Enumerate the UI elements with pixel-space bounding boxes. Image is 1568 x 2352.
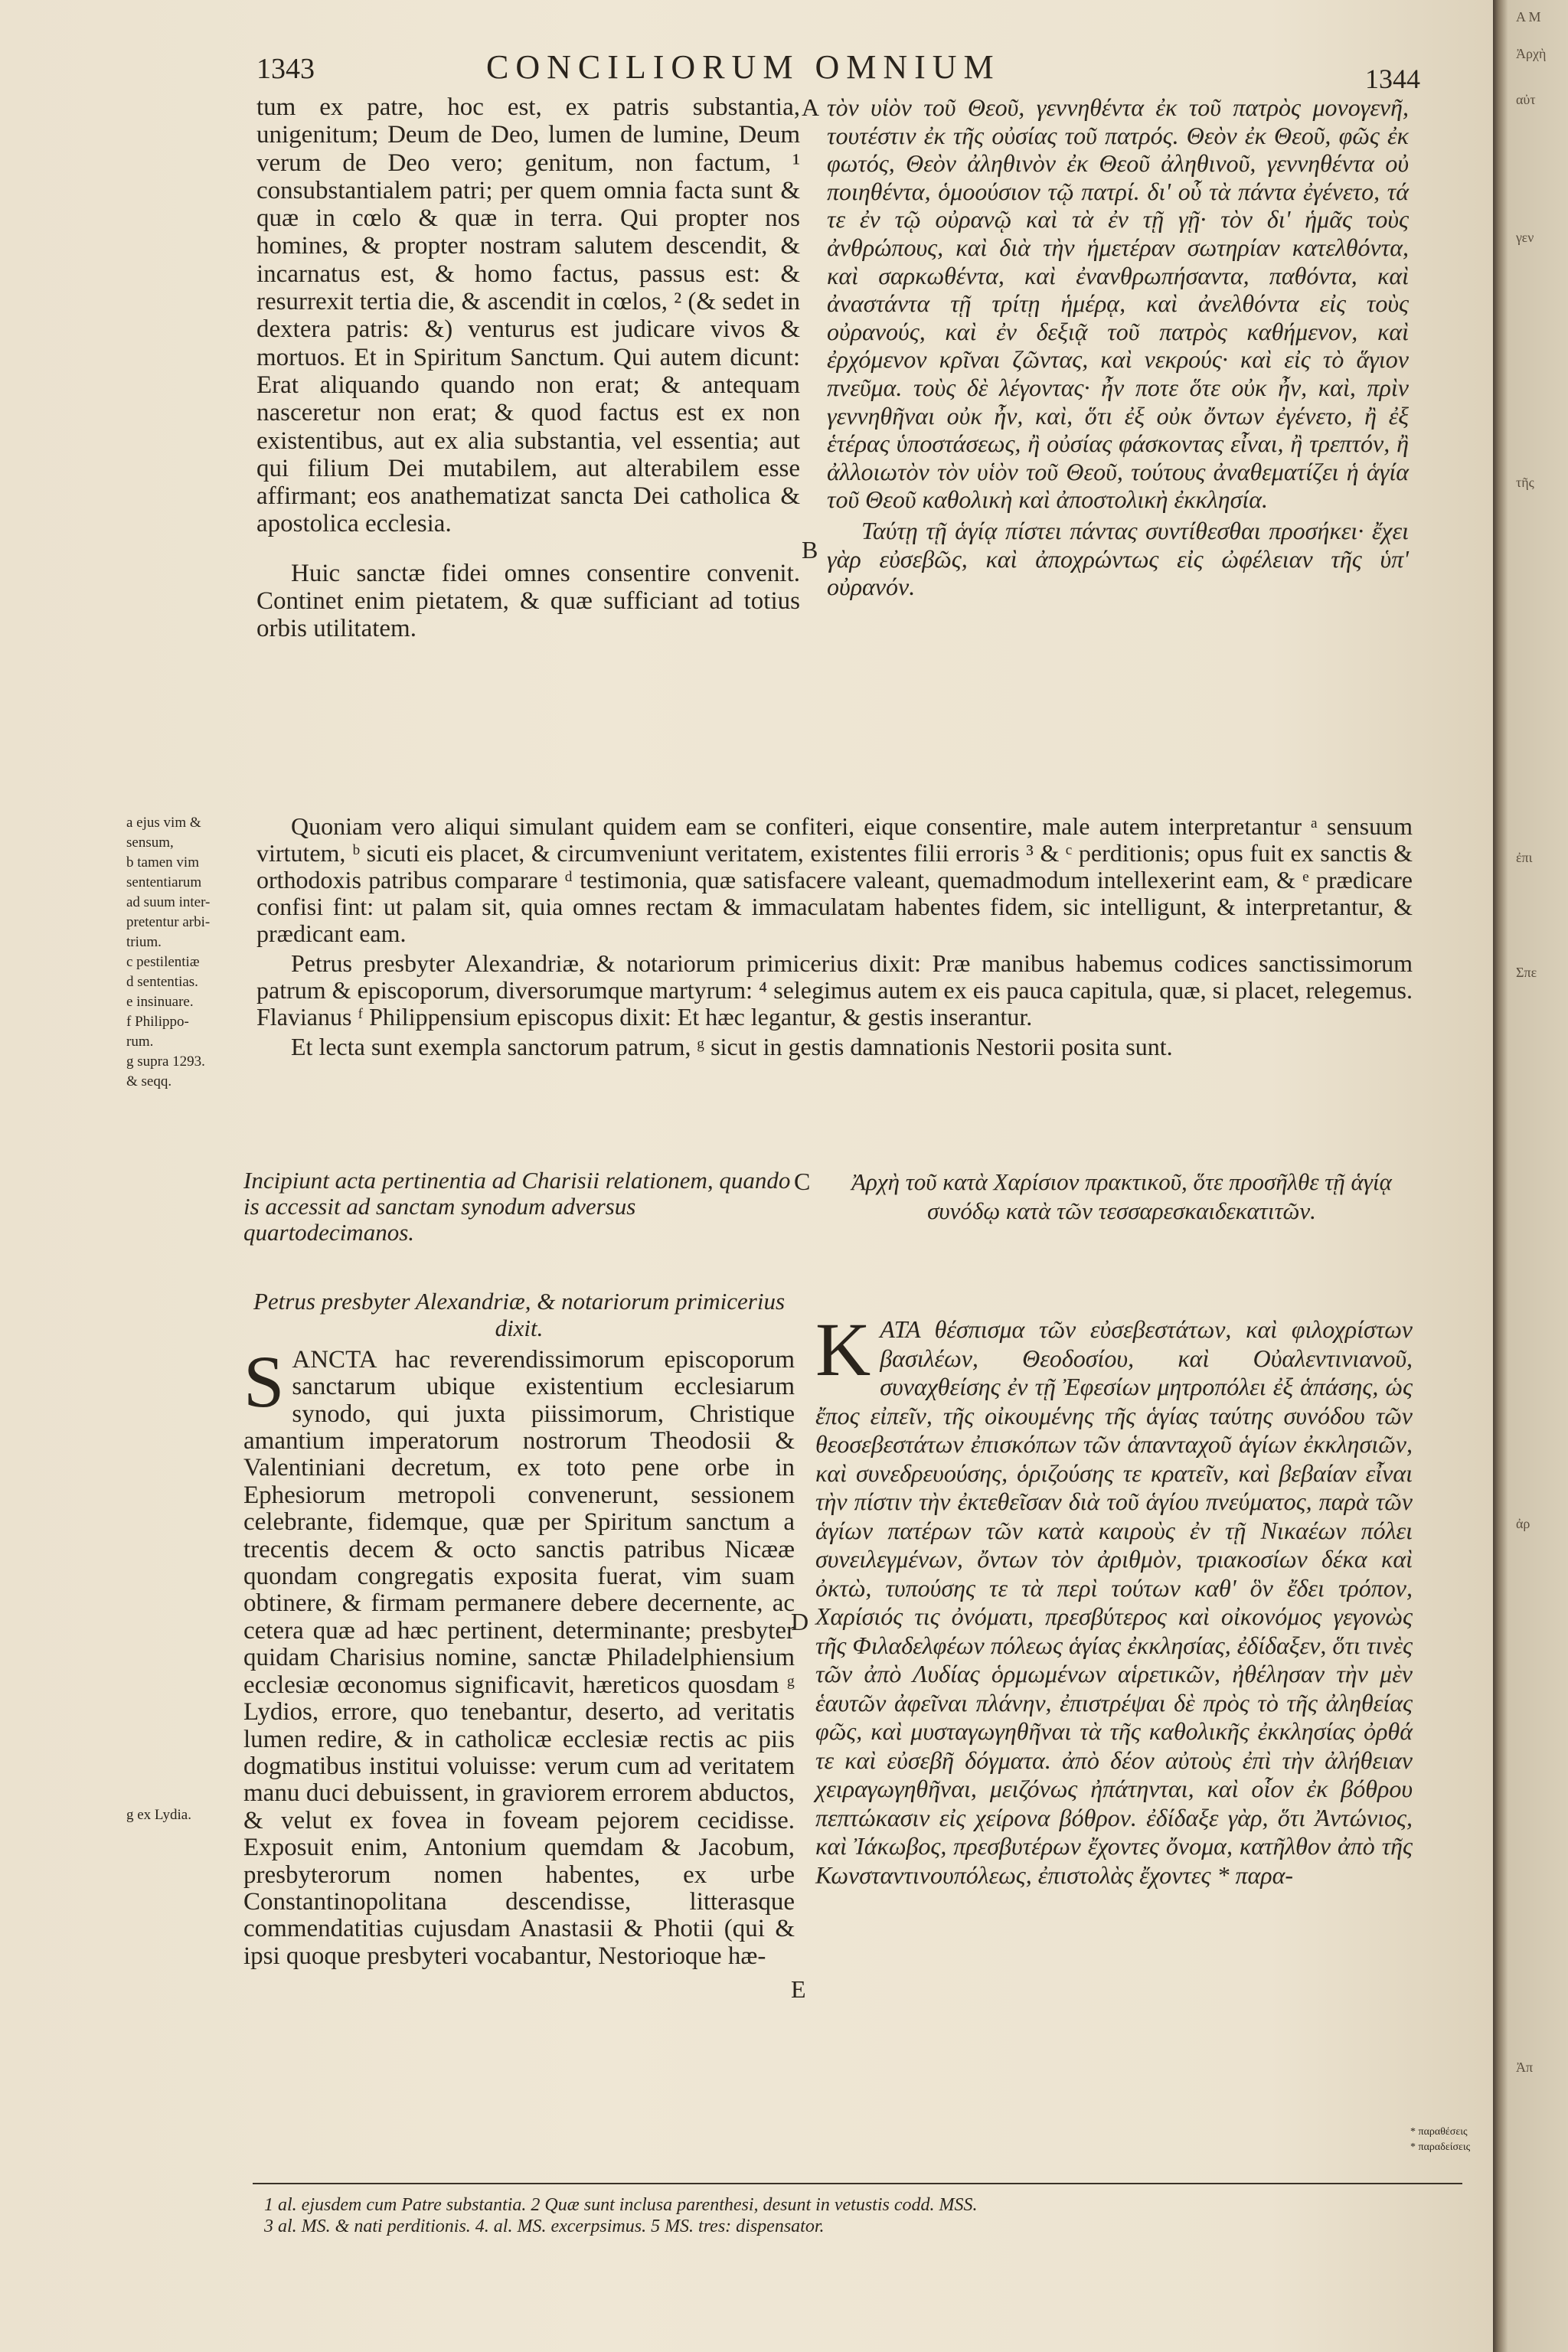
margin-note: a ejus vim & — [126, 815, 201, 831]
margin-note: rum. — [126, 1034, 154, 1050]
greek-column-top — [827, 93, 1409, 601]
latin-column-top — [256, 93, 800, 643]
adjacent-page-text: ἀρ — [1516, 1516, 1530, 1531]
margin-note: ad suum inter- — [126, 894, 211, 910]
adjacent-page-text: τῆς — [1516, 475, 1534, 490]
paragraph-lecta: Et lecta sunt exempla sanctorum patrum, ᵍ sicut in gestis damnationis Nestorii posita sunt. — [291, 1033, 1173, 1060]
paragraph-quoniam: Quoniam vero aliqui simulant quidem eam se confiteri, eique consentire, male autem interpretantur ᵃ sensuum virtutem, ᵇ sicuti eis placet, & circumveniunt veritatem, existentes filii erroris ³ & ᶜ perditionis; opus fuit ex sanctis & orthodoxis patribus comparare ᵈ testimonia, quæ satisfacere valeant, quemadmodum intellexerint eam, & ᵉ prædicare confisi fint: ut palam sit, quia omnes rectam & immaculatam habentes fidem, sic intelligunt, & interpretantur, & prædicant eam. — [256, 812, 1413, 947]
margin-letter-b: B — [802, 536, 818, 564]
margin-note: b tamen vim — [126, 854, 199, 871]
footnote-rule — [253, 2183, 1462, 2184]
margin-note: sententiarum — [126, 874, 202, 890]
latin-speaker: Petrus presbyter Alexandriæ, & notariorum primicerius dixit. — [253, 1288, 786, 1342]
footnote-line: 3 al. MS. & nati perditionis. 4. al. MS. excerpsimus. 5 MS. tres: dispensator. — [264, 2216, 825, 2236]
margin-letter-a: A — [802, 93, 820, 121]
latin-heading — [243, 1168, 802, 1246]
margin-notes — [126, 813, 256, 1092]
margin-note: & seqq. — [126, 1073, 172, 1089]
latin-creed-text: tum ex patre, hoc est, ex patris substantia, unigenitum; Deum de Deo, lumen de lumine, Deum verum de Deo vero; genitum, non factum, ¹ consubstantialem patri; per quem omnia facta sunt & quæ in cœlo & quæ in terra. Qui propter nos homines, & propter nostram salutem descendit, & incarnatus est, & homo factus, passus est: & resurrexit tertia die, & ascendit in cœlos, ² (& sedet in dextera patris: &) venturus est judicare vivos & mortuos. Et in Spiritum Sanctum. Qui autem dicunt: Erat aliquando quando non erat; & antequam nasceretur non erat; & quod factus est ex non existentibus, aut ex alia substantia, vel essentia; aut qui filium Dei mutabilem, aut alterabilem esse affirmant; eos anathematizat sancta Dei catholica & apostolica ecclesia. — [256, 93, 801, 538]
margin-note: e insinuare. — [126, 994, 194, 1010]
adjacent-page-text: Σπε — [1516, 965, 1537, 980]
margin-letter-d: D — [791, 1608, 809, 1635]
greek-heading — [831, 1168, 1413, 1226]
latin-heading-text: Incipiunt acta pertinentia ad Charisii relationem, quando is accessit ad sanctam synodum adversus quartodecimanos. — [243, 1167, 791, 1246]
margin-letter-c: C — [794, 1168, 811, 1195]
adjacent-page-text: Ἀρχὴ — [1516, 46, 1547, 61]
margin-letter-e: E — [791, 1975, 806, 2003]
greek-creed-text: τὸν υἱὸν τοῦ Θεοῦ, γεννηθέντα ἐκ τοῦ πατρὸς μονογενῆ, τουτέστιν ἐκ τῆς οὐσίας τοῦ πατρός. Θεὸν ἐκ Θεοῦ, φῶς ἐκ φωτός, Θεὸν ἀληθινὸν ἐκ Θεοῦ ἀληθινοῦ, γεννηθέντα οὐ ποιηθέντα, ὁμοούσιον τῷ πατρί. δι' οὗ τὰ πάντα ἐγένετο, τά τε ἐν τῷ οὐρανῷ καὶ τὰ ἐν τῇ γῇ· τὸν δι' ἡμᾶς τοὺς ἀνθρώπους, καὶ διὰ τὴν ἡμετέραν σωτηρίαν κατελθόντα, καὶ σαρκωθέντα, καὶ ἐνανθρωπήσαντα, παθόντα, καὶ ἀναστάντα τῇ τρίτῃ ἡμέρᾳ, καὶ ἀνελθόντα εἰς τοὺς οὐρανούς, καὶ ἐν δεξιᾷ τοῦ πατρὸς καθήμενον, καὶ ἐρχόμενον κρῖναι ζῶντας, καὶ νεκρούς· καὶ εἰς τὸ ἅγιον πνεῦμα. τοὺς δὲ λέγοντας· ἦν ποτε ὅτε οὐκ ἦν, καὶ, πρὶν γεννηθῆναι οὐκ ἦν, καὶ, ὅτι ἐξ οὐκ ὄντων ἐγένετο, ἢ ἐξ ἑτέρας ὑποστάσεως, ἢ οὐσίας φάσκοντας εἶναι, ἢ τρεπτόν, ἢ ἀλλοιωτὸν τὸν υἱὸν τοῦ Θεοῦ, τούτους ἀναθεματίζει ἡ ἁγία τοῦ Θεοῦ καθολικὴ καὶ ἀποστολικὴ ἐκκλησία. — [827, 93, 1409, 514]
running-title: CONCILIORUM OMNIUM — [486, 48, 1001, 86]
page-header — [256, 47, 1420, 93]
margin-note: sensum, — [126, 835, 174, 851]
greek-margin-notes — [1410, 2125, 1487, 2155]
latin-column-bottom — [243, 1288, 795, 1970]
page-number-left: 1343 — [256, 53, 315, 85]
greek-bottom-text: ΑΤΑ θέσπισμα τῶν εὐσεβεστάτων, καὶ φιλοχρίστων βασιλέων, Θεοδοσίου, καὶ Οὐαλεντινιανοῦ, συναχθείσης ἐν τῇ Ἐφεσίων μητροπόλει ἐξ ἁπάσης, ὡς ἔπος εἰπεῖν, τῆς οἰκουμένης τῆς ἁγίας ταύτης συνόδου τῶν θεοσεβεστάτων ἐπισκόπων τῶν ἁπανταχοῦ ἁγίων ἐκκλησιῶν, καὶ συνεδρευούσης, ὁριζούσης τε κρατεῖν, καὶ βεβαίαν εἶναι τὴν πίστιν τὴν ἐκτεθεῖσαν διὰ τοῦ ἁγίου πνεύματος, παρὰ τῶν ἁγίων πατέρων τῶν κατὰ καιροὺς ἐν τῇ Νικαέων πόλει συνειλεγμένων, ὄντων τὸν ἀριθμὸν, τριακοσίων δέκα καὶ ὀκτὼ, τυπούσης τε τὰ περὶ τούτων καθ' ὃν ἔδει τρόπον, Χαρίσιός τις ὀνόματι, πρεσβύτερος καὶ οἰκονόμος γεγονὼς τῆς Φιλαδελφέων πόλεως ἁγίας ἐκκλησίας, ἐδίδαξεν, ὅτι τινὲς τῶν ἀπὸ Λυδίας ὁρμωμένων αἱρετικῶν, ἠθέλησαν τὴν μὲν ἑαυτῶν ἀφεῖναι πλάνην, ἐπιστρέψαι δὲ πρὸς τὸ τῆς ἀληθείας φῶς, καὶ μυσταγωγηθῆναι τὰ τῆς καθολικῆς ἐκκλησίας ὀρθά τε καὶ εὐσεβῆ δόγματα. ἀπὸ δέον αὐτοὺς ἐπὶ τὴν ἀλήθειαν χειραγωγηθῆναι, μειζόνως ἠπάτηνται, καὶ οἷον ἐκ βόθρου πεπτώκασιν εἰς χείρονα βόθρον. ἐδίδαξε γὰρ, ὅτι Ἀντώνιος, καὶ Ἰάκωβος, πρεσβυτέρων ἔχοντες ὄνομα, κατῆλθον ἀπὸ τῆς Κωνσταντινουπόλεως, ἐπιστολὰς ἔχοντες * παρα- — [815, 1315, 1413, 1889]
adjacent-page-text: αὐτ — [1516, 92, 1536, 107]
adjacent-page-text: A M — [1516, 9, 1541, 24]
greek-column-bottom — [815, 1307, 1413, 1890]
margin-note: g supra 1293. — [126, 1054, 205, 1070]
margin-note: d sententias. — [126, 974, 198, 990]
margin-note: pretentur arbi- — [126, 914, 211, 930]
margin-note-lydia — [126, 1805, 256, 1825]
adjacent-page-edge — [1493, 0, 1568, 2352]
greek-heading-text: Ἀρχὴ τοῦ κατὰ Χαρίσιον πρακτικοῦ, ὅτε προσῆλθε τῇ ἁγίᾳ συνόδῳ κατὰ τῶν τεσσαρεσκαιδεκατιτῶν. — [851, 1168, 1392, 1224]
footnotes — [264, 2194, 1413, 2237]
margin-note: f Philippo- — [126, 1014, 189, 1030]
margin-note: * παραδείσεις — [1410, 2141, 1471, 2153]
full-width-section — [256, 813, 1413, 1060]
footnote-line: 1 al. ejusdem cum Patre substantia. 2 Quæ sunt inclusa parenthesi, desunt in vetustis codd. MSS. — [264, 2195, 978, 2215]
latin-bottom-text: ANCTA hac reverendissimorum episcoporum sanctarum ubique existentium ecclesiarum synodo, qui juxta piissimorum, Christique amantium imperatorum nostrorum Theodosii & Valentiniani decretum, ex toto pene orbe in Ephesiorum metropoli convenerunt, sessionem celebrante, fidemque, quæ per Spiritum sanctum a trecentis decem & octo sanctis patribus Nicææ quondam congregatis exposita fuerat, vim suam obtinere, & firmam permanere debere decernente, ac cetera quæ ad hæc pertinent, determinante; presbyter quidam Charisius nomine, sanctæ Philadelphiensium ecclesiæ œconomus significavit, hæreticos quosdam ᵍ Lydios, errore, quo tenebantur, deserto, ad veritatis lumen redire, & in catholicæ ecclesiæ rectis ac piis dogmatibus institui voluisse: verum cum ad veritatem manu duci debuissent, in graviorem errorem abductos, & velut ex fovea in foveam pejorem cecidisse. Exposuit enim, Antonium quemdam & Jacobum, presbyterorum nomen habentes, ex urbe Constantinopolitana descendisse, litterasque commendatitias cujusdam Anastasii & Photii (qui & ipsi quoque presbyteri vocabantur, Nestorioque hæ- — [243, 1345, 795, 1970]
paragraph-petrus: Petrus presbyter Alexandriæ, & notariorum primicerius dixit: Præ manibus habemus codices sanctissimorum patrum & episcoporum, diversorumque martyrum: ⁴ selegimus autem ex eis pauca capitula, quæ, si placet, relegemus. Flavianus ᶠ Philippensium episcopus dixit: Et hæc legantur, & gestis inserantur. — [256, 949, 1413, 1031]
page-number-right: 1344 — [1365, 64, 1420, 94]
adjacent-page-text: γεν — [1516, 230, 1534, 245]
greek-fidei-text: Ταύτῃ τῇ ἁγίᾳ πίστει πάντας συντίθεσθαι προσήκει· ἔχει γὰρ εὐσεβῶς, καὶ ἀποχρώντως εἰς ὠφέλειαν τῆς ὑπ' οὐρανόν. — [827, 516, 1409, 601]
latin-fidei-text: Huic sanctæ fidei omnes consentire convenit. Continet enim pietatem, & quæ sufficiant ad totius orbis utilitatem. — [256, 559, 800, 643]
adjacent-page-text: ἐπι — [1516, 850, 1533, 865]
drop-cap-k: K — [815, 1307, 871, 1392]
adjacent-page-text: Ἀπ — [1516, 2060, 1534, 2075]
margin-note: * παραθέσεις — [1410, 2126, 1468, 2138]
margin-note: g ex Lydia. — [126, 1807, 191, 1823]
margin-note: trium. — [126, 934, 162, 950]
drop-cap-s: S — [243, 1340, 285, 1423]
margin-note: c pestilentiæ — [126, 954, 200, 970]
